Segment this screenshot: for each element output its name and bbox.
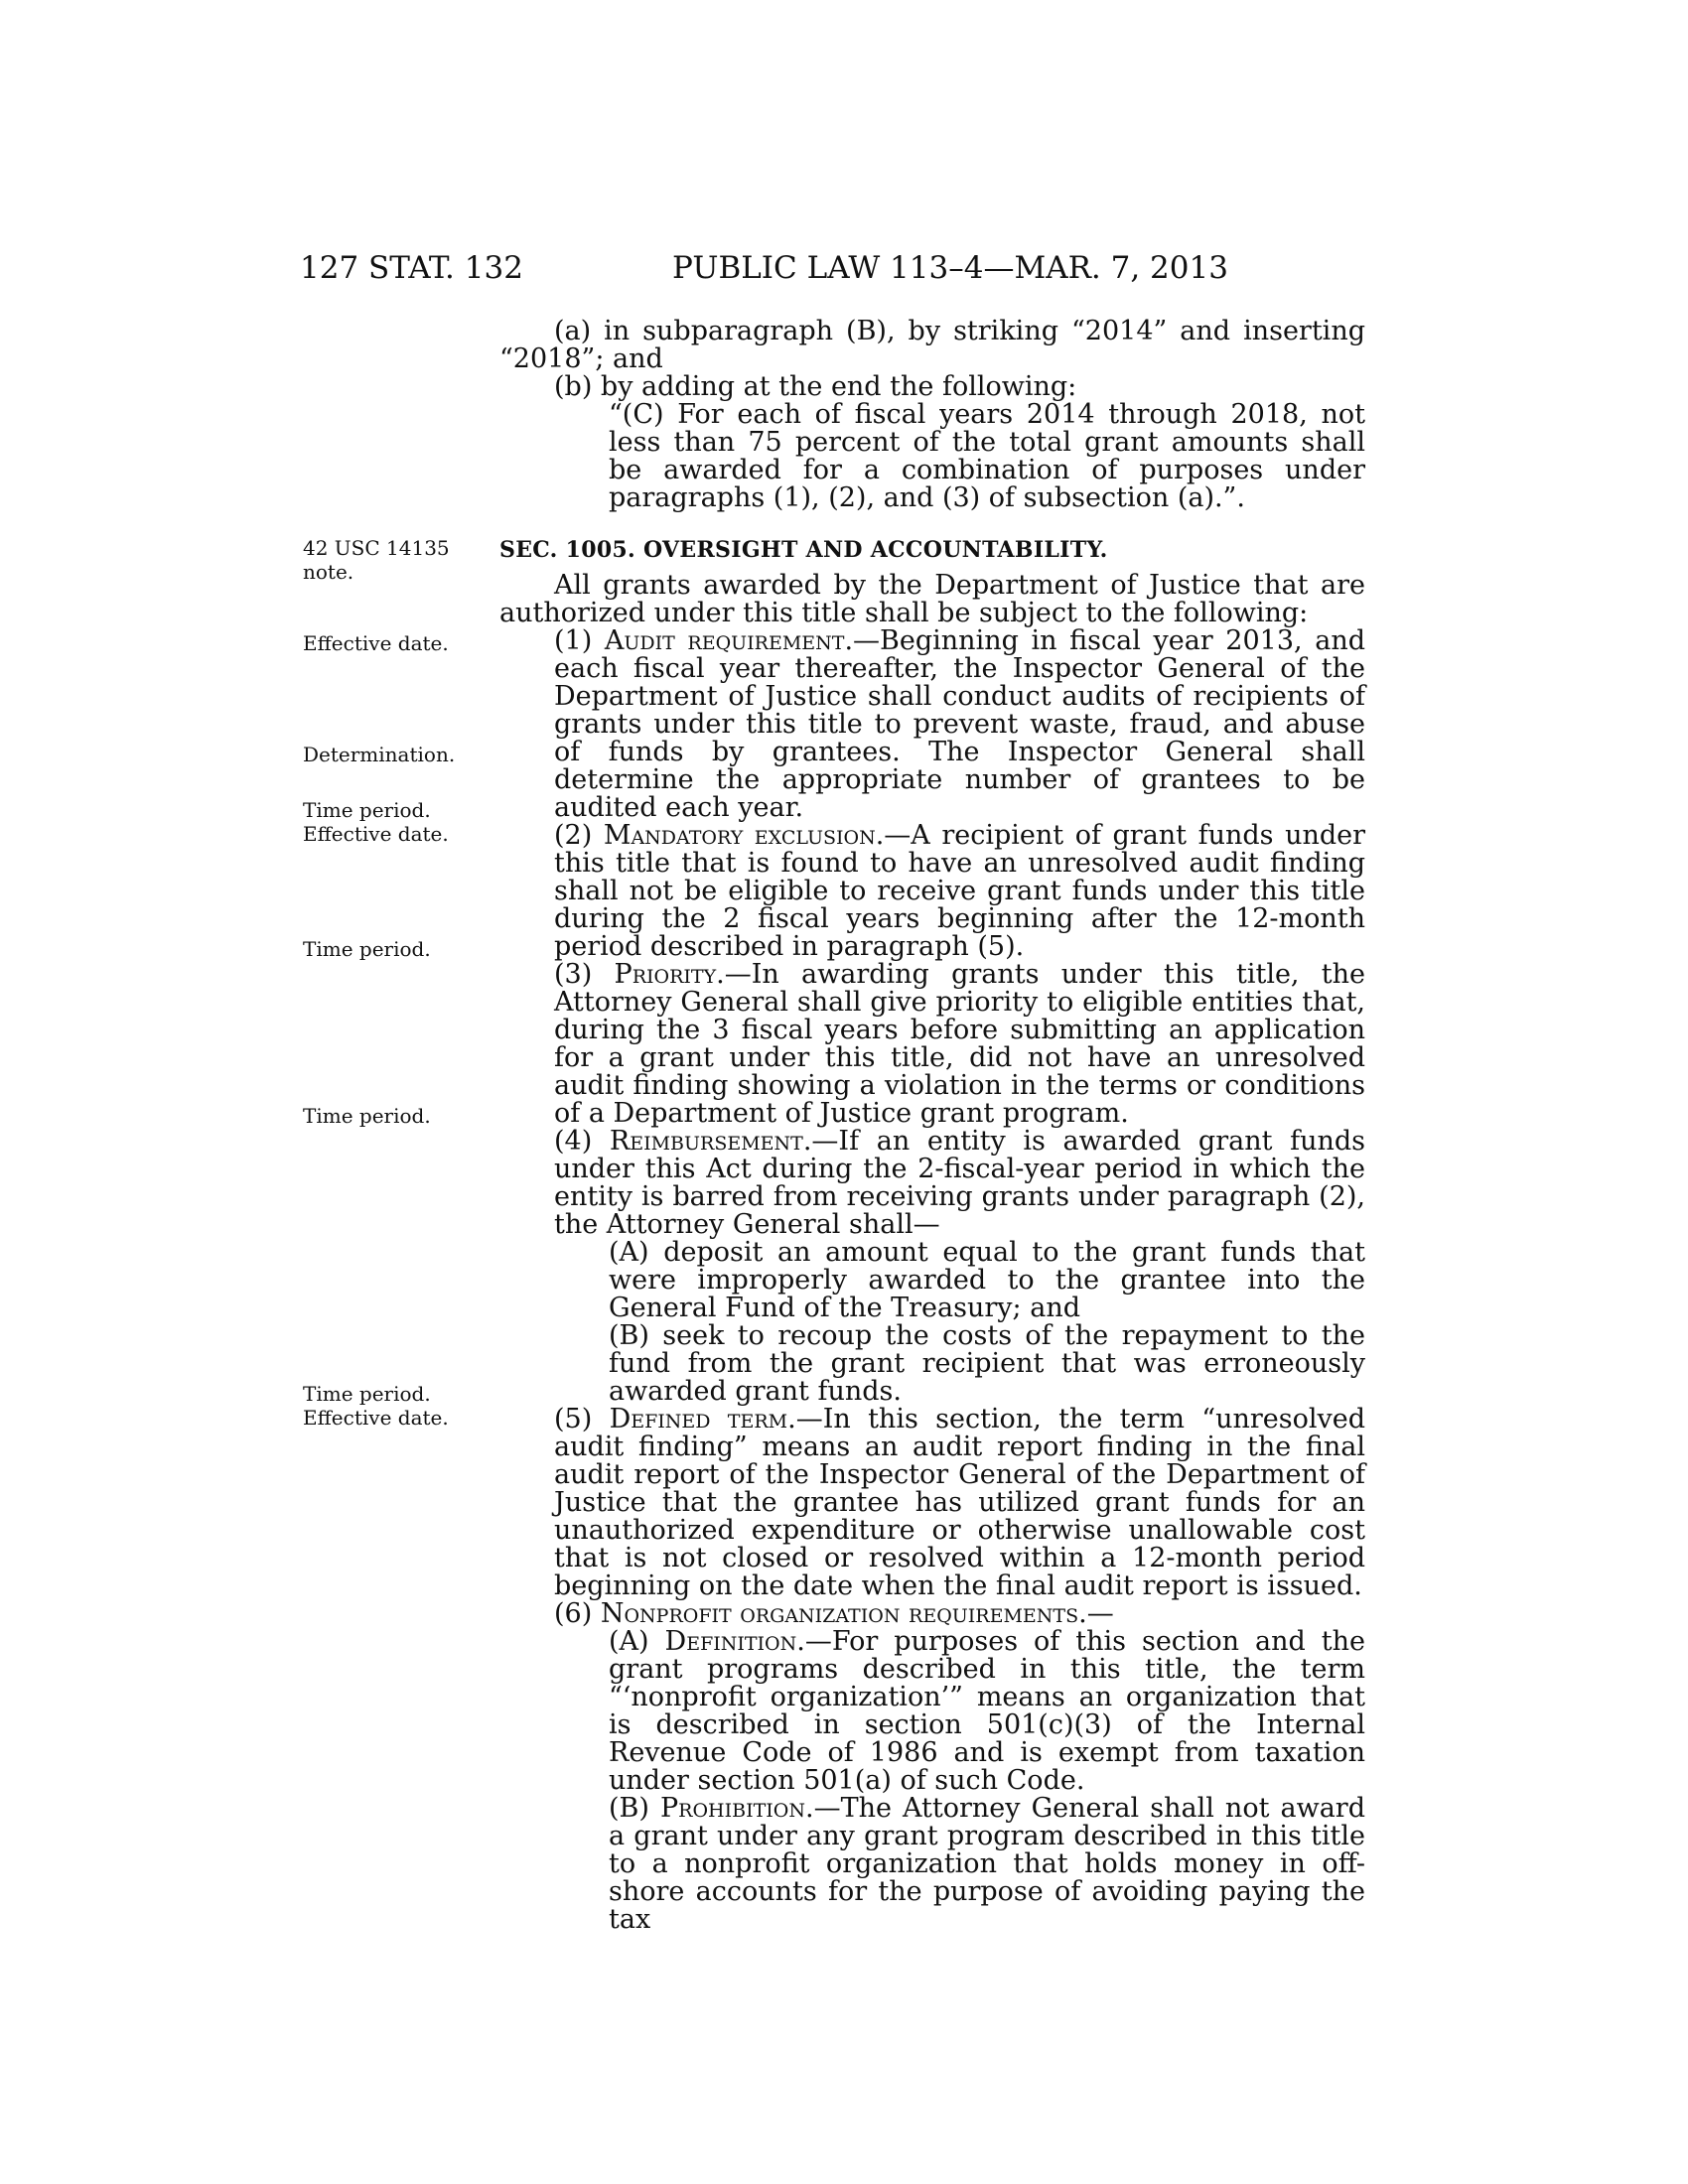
subparagraph-6a-text: .—For purposes of this section and the grant programs described in this title, the term “‘nonprofit organization’” means an organization that is described in section 501(c)(3) of the Internal Revenue Code of 1986 and is exempt from taxation under section 501(a) of such Code.	[609, 1626, 1365, 1796]
running-header-title: PUBLIC LAW 113–4—MAR. 7, 2013	[672, 250, 1228, 286]
margin-note-effective-date: Effective date.	[303, 631, 449, 655]
paragraph-5-number: (5)	[554, 1404, 610, 1434]
paragraph-6-number: (6)	[554, 1598, 601, 1629]
subparagraph-6b-number: (B)	[609, 1793, 660, 1824]
amendment-c	[499, 401, 1365, 512]
section-heading: SEC. 1005. OVERSIGHT AND ACCOUNTABILITY.	[499, 537, 1108, 563]
amendment-c-text: “(C) For each of fiscal years 2014 through 2018, not less than 75 percent of the total grant amounts shall be awarded for a combination of purposes under paragraphs (1), (2), and (3) of subsection (a).”.	[609, 399, 1365, 513]
amendment-block	[499, 318, 1365, 512]
subparagraph-4a: (A) deposit an amount equal to the grant funds that were improperly awarded to the grantee into the General Fund of the Treasury; and	[609, 1237, 1365, 1323]
subparagraph-6b-heading: Prohibition	[660, 1793, 805, 1824]
margin-note-usc: 42 USC 14135	[303, 536, 450, 560]
margin-note-time-period: Time period.	[303, 1382, 431, 1406]
subparagraph-6b-text: .—The Attorney General shall not award a grant under any grant program described in this title to a nonprofit organization that holds money in off-shore accounts for the purpose of avoiding paying the tax	[609, 1793, 1365, 1935]
margin-note-time-period: Time period.	[303, 1104, 431, 1128]
subparagraph-4b: (B) seek to recoup the costs of the repayment to the fund from the grant recipient that was erroneously awarded grant funds.	[609, 1320, 1365, 1407]
margin-note-time-period: Time period.	[303, 937, 431, 961]
paragraph-5	[499, 1406, 1365, 1600]
margin-note-effective-date: Effective date.	[303, 822, 449, 846]
section-heading-block	[499, 536, 1365, 564]
paragraph-1-number: (1)	[554, 625, 605, 656]
paragraph-6-heading: Nonprofit organization requirements	[600, 1598, 1079, 1629]
section-body	[499, 572, 1365, 1934]
paragraph-3-text: .—In awarding grants under this title, the Attorney General shall give priority to eligible entities that, during the 3 fiscal years before submitting an application for a grant under this title, did not have an unresolved audit finding showing a violation in the terms or conditions of a Department of Justice grant program.	[554, 959, 1366, 1129]
paragraph-4-heading: Reimbursement	[609, 1126, 803, 1157]
section-intro: All grants awarded by the Department of Justice that are authorized under this title shall be subject to the following:	[499, 570, 1365, 628]
paragraph-1	[499, 627, 1365, 822]
margin-note-effective-date: Effective date.	[303, 1406, 449, 1430]
paragraph-3	[499, 961, 1365, 1128]
paragraph-4-text: .—If an entity is awarded grant funds under this Act during the 2-fiscal-year period in which the entity is barred from receiving grants under paragraph (2), the Attorney General shall—	[554, 1126, 1366, 1240]
paragraph-4-number: (4)	[554, 1126, 610, 1157]
paragraph-2	[499, 822, 1365, 961]
paragraph-6	[499, 1600, 1365, 1628]
paragraph-3-heading: Priority	[614, 959, 717, 990]
margin-note-determination: Determination.	[303, 743, 456, 766]
subparagraph-6b	[499, 1795, 1365, 1934]
paragraph-2-number: (2)	[554, 820, 604, 851]
margin-note-usc-note: note.	[303, 560, 354, 584]
amendment-a: (a) in subparagraph (B), by striking “2014” and inserting “2018”; and	[499, 316, 1365, 374]
subparagraph-6a	[499, 1628, 1365, 1795]
paragraph-2-text: .—A recipient of grant funds under this title that is found to have an unresolved audit finding shall not be eligible to receive grant funds under this title during the 2 fiscal years beginning after the 12-month period described in paragraph (5).	[554, 820, 1366, 962]
paragraph-3-number: (3)	[554, 959, 615, 990]
margin-note-time-period: Time period.	[303, 798, 431, 822]
paragraph-6-text: .—	[1078, 1598, 1114, 1629]
statute-page-number: 127 STAT. 132	[300, 250, 523, 286]
subparagraph-6a-heading: Definition	[664, 1626, 797, 1657]
amendment-b: (b) by adding at the end the following:	[554, 371, 1077, 402]
paragraph-4	[499, 1128, 1365, 1239]
paragraph-2-heading: Mandatory exclusion	[603, 820, 876, 851]
paragraph-1-heading: Audit requirement	[604, 625, 845, 656]
paragraph-1-text: .—Beginning in fiscal year 2013, and each fiscal year thereafter, the Inspector General of the Department of Justice shall conduct audits of recipients of grants under this title to prevent waste, fraud, and abuse of funds by grantees. The Inspector General shall determine the appropriate number of grantees to be audited each year.	[554, 625, 1365, 823]
paragraph-5-heading: Defined term	[609, 1404, 788, 1434]
subparagraph-6a-number: (A)	[609, 1626, 665, 1657]
paragraph-5-text: .—In this section, the term “unresolved audit finding” means an audit report finding in the final audit report of the Inspector General of the Department of Justice that the grantee has utilized grant funds for an unauthorized expenditure or otherwise unallowable cost that is not closed or resolved within a 12-month period beginning on the date when the final audit report is issued.	[554, 1404, 1366, 1601]
